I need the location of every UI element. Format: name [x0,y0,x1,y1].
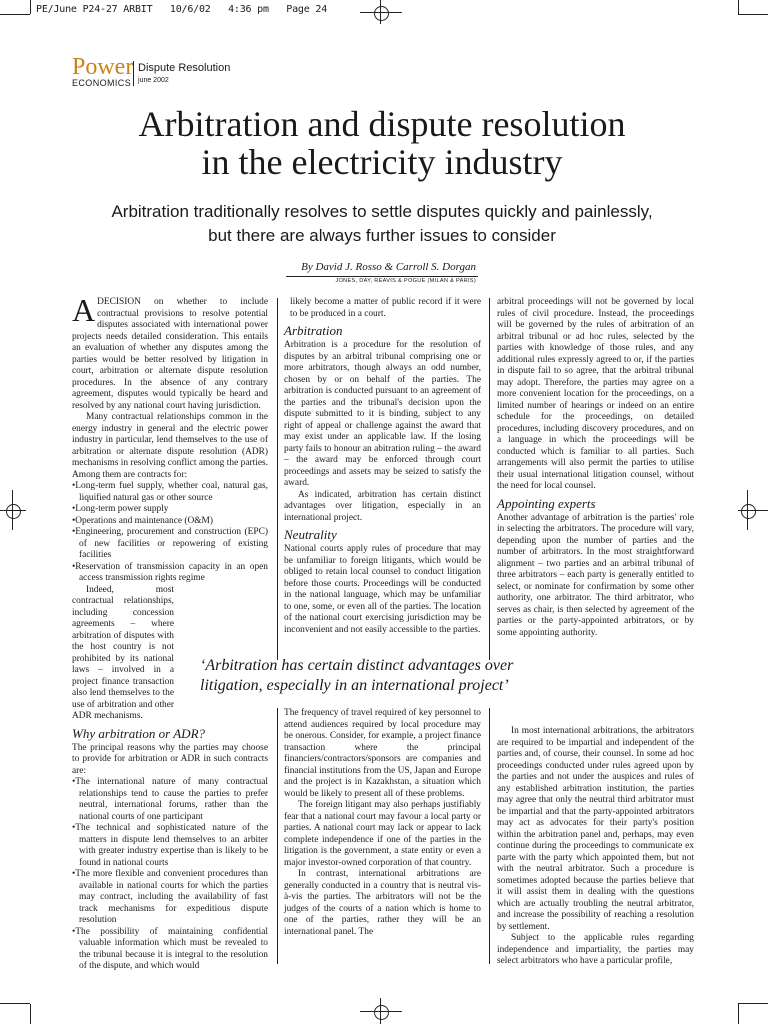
body-paragraph: The frequency of travel required of key personnel to attend audiences required by local procedure may be onerous. Consider, for example, a project finance transaction where the principal financiers/contractors/sponsors are companies and financial institutions from the US, Japan and Europe and the project is in Kazakhstan, a situation which would be likely to present all of these problems. [284,708,481,799]
byline: By David J. Rosso & Carroll S. Dorgan [301,261,476,273]
body-paragraph: As indicated, arbitration has certain distinct advantages over litigation, especially in an international project. [284,489,481,523]
crop-mark [0,1003,30,1004]
subheading: Arbitration [284,323,343,338]
body-paragraph: Subject to the applicable rules regarding independence and impartiality, the parties may select arbitrators who have a particular profile, [497,933,694,966]
registration-mark-icon [741,504,756,519]
logo-economics-text: ECONOMICS [72,78,132,88]
logo-power-text: Power [72,54,134,80]
print-slug: PE/June P24-27 ARBIT 10/6/02 4:36 pm Page 24 [36,4,328,15]
column-1 [72,292,268,973]
crop-mark [738,14,768,15]
column-3 [497,297,694,639]
article-title [60,105,704,181]
body-paragraph: In contrast, international arbitrations are generally conducted in a country that is neutral vis-à-vis the parties. The arbitrators will not be the judges of the courts of a nation which is home to one of the parties, rather they will be an international panel. The [284,869,481,937]
registration-mark-icon [738,510,768,511]
column-rule [489,298,490,660]
registration-mark-icon [374,1005,389,1020]
registration-mark-icon [380,998,381,1024]
registration-mark-icon [6,504,21,519]
publication-logo [72,56,133,88]
body-paragraph: The principal reasons why the parties may choose to provide for arbitration or ADR in such contracts are: [72,742,268,776]
body-paragraph [72,292,268,412]
bullet-item: •Reservation of transmission capacity in an open access transmission rights regime [72,561,268,583]
body-paragraph: likely become a matter of public record if it were to be produced in a court. [290,297,481,319]
registration-mark-icon [374,6,389,21]
registration-mark-icon [360,12,402,13]
bullet-item: •The technical and sophisticated nature of the matters in dispute lend themselves to an arbiter with greater industry expertise than is likely to be found in national courts [72,823,268,868]
bullet-item: •The more flexible and convenient procedures than available in national courts for which the parties may contract, including the availability of fast track mechanisms for expeditious dispute resolution [72,869,268,925]
registration-mark-icon [360,1011,402,1012]
registration-mark-icon [380,0,381,24]
bullet-item: •Long-term fuel supply, whether coal, natural gas, liquified natural gas or other source [72,481,268,503]
crop-mark [0,14,30,15]
bullet-item: •Operations and maintenance (O&M) [72,515,213,526]
column-2-continued [284,708,481,938]
issue-date: june 2002 [138,77,169,84]
crop-mark [30,1004,31,1024]
bullet-item: •The international nature of many contractual relationships tend to cause the parties to prefer neutral, international forums, rather than the national courts of one participant [72,777,268,822]
title-line-1: Arbitration and dispute resolution [138,104,626,144]
body-paragraph: In most international arbitrations, the arbitrators are required to be impartial and independent of the parties and, of course, their counsel. In some ad hoc proceedings conducted under rules agreed upon by the parties and not under the auspices and rules of any established arbitration institution, the parties may agree that only the neutral third arbitrator must be impartial and that the party-appointed arbitrators may act as advocates for their party's position within the arbitration panel and, perhaps, may even continue during the proceedings to communicate ex parte with the party which appointed them, but not with the neutral arbitrator. Such a procedure is sometimes adopted because the parties believe that it will assist them in dealing with the questions which are actually troubling the neutral arbitrator, and increase the possibility of reaching a resolution by settlement. [497,726,694,932]
body-paragraph: arbitral proceedings will not be governed by local rules of civil procedure. Instead, the proceedings will be governed by the rules of arbitration of an arbitral tribunal or ad hoc rules, selected by the parties with knowledge of those rules, and any additional rules expressly agreed to or, if the parties in dispute fail to so agree, that the arbitral tribunal may adopt. Therefore, the parties may agree on a more convenient location for the proceedings, on a limited number of hearings or indeed on an entire schedule for the proceedings, on detailed procedures, including discovery procedures, and on a language in which the proceedings will be conducted which is familiar to all parties. Such arrangements will also permit the parties to utilise their usual international litigation counsel, without the need for local counsel. [497,297,694,491]
body-paragraph: National courts apply rules of procedure that may be unfamiliar to foreign litigants, which would be obliged to retain local counsel to conduct litigation before those courts. Proceedings will be conducted in the national language, which may be unfamiliar to one, some, or even all of the parties. The location of the national court exercising jurisdiction may be inconvenient and not easily accessible to the parties. [284,544,481,635]
byline-rule [286,276,478,277]
paragraph-text: DECISION on whether to include contractual provisions to resolve potential disputes associated with international power projects needs detailed consideration. This entails an evaluation of whether any disputes among the parties would be better resolved by litigation in court, arbitration or alternate dispute resolution procedures. In the absence of any contrary agreement, disputes would typically be heard and resolved by any national court having jurisdiction. [72,297,268,411]
registration-mark-icon [0,510,26,511]
column-2 [284,297,481,636]
column-rule [489,708,490,964]
registration-mark-icon [747,490,748,530]
body-paragraph: Another advantage of arbitration is the parties' role in selecting the arbitrators. The procedure will vary, depending upon the number of parties and the number of arbitrators. In the most straightforward alignment – two parties and an arbitral tribunal of three arbitrators – each party is generally entitled to select, or nominate for confirmation by some other authority, one arbitrator. The third arbitrator, who serves as chair, is then selected by agreement of the parties or the party-appointed arbitrators, or by some appointing authority. [497,512,694,638]
affiliation: JONES, DAY, REAVIS & POGUE (MILAN & PARIS) [335,278,476,284]
bullet-item: •Long-term power supply [72,504,169,514]
drop-cap: A [72,292,96,328]
body-paragraph: The foreign litigant may also perhaps justifiably fear that a national court may favour a local party or parties. A national court may lack or appear to lack complete independence if one of the parties in the litigation is the government, a state entity or even a major investor-owned corporation of that country. [284,800,481,868]
crop-mark [738,0,739,14]
bullet-item: •The possibility of maintaining confidential valuable information which must be revealed to the tribunal because it is integral to the resolution of the dispute, and which would [72,926,268,971]
crop-mark [30,0,31,14]
column-3-continued [497,726,694,968]
body-paragraph: Many contractual relationships common in the energy industry in general and the electric power industry in particular, lend themselves to the use of arbitration or alternate dispute resolution (ADR) mechanisms in resolving conflict among the parties. Among them are contracts for: [72,412,268,480]
deck-line-2: but there are always further issues to consider [208,226,556,245]
crop-mark [738,1003,768,1004]
bullet-item: •Engineering, procurement and construction (EPC) of new facilities or repowering of existing facilities [72,527,268,560]
subheading: Neutrality [284,527,337,542]
column-rule [277,298,278,660]
deck-line-1: Arbitration traditionally resolves to settle disputes quickly and painlessly, [111,202,653,221]
crop-mark [738,1004,739,1024]
logo-divider [133,61,134,86]
subheading: Appointing experts [497,495,596,511]
title-line-2: in the electricity industry [201,142,563,182]
body-paragraph: Arbitration is a procedure for the resolution of disputes by an arbitral tribunal comprising one or more arbitrators, though always an odd number, chosen by or on behalf of the parties. The arbitration is conducted pursuant to an agreement of the parties and the tribunal's decision upon the dispute submitted to it is binding, subject to any right of appeal or challenge against the award that may exist under an applicable law. If the losing party fails to honour an abitration ruling – the award – the award may be enforced through court proceedings and assets may be seized to satisfy the award. [284,340,481,488]
body-paragraph: Indeed, most contractual relationships, including concession agreements – where arbitration of disputes with the host country is not prohibited by its national laws – involved in a project finance transaction also lend themselves to the use of arbitration and other ADR mechanisms. [72,584,174,721]
section-name: Dispute Resolution [138,62,231,74]
registration-mark-icon [12,490,13,530]
pull-quote: ‘Arbitration has certain distinct advantages over litigation, especially in an international project’ [200,657,514,694]
subheading: Why arbitration or ADR? [72,725,206,741]
article-deck [80,200,684,248]
column-rule [277,708,278,964]
